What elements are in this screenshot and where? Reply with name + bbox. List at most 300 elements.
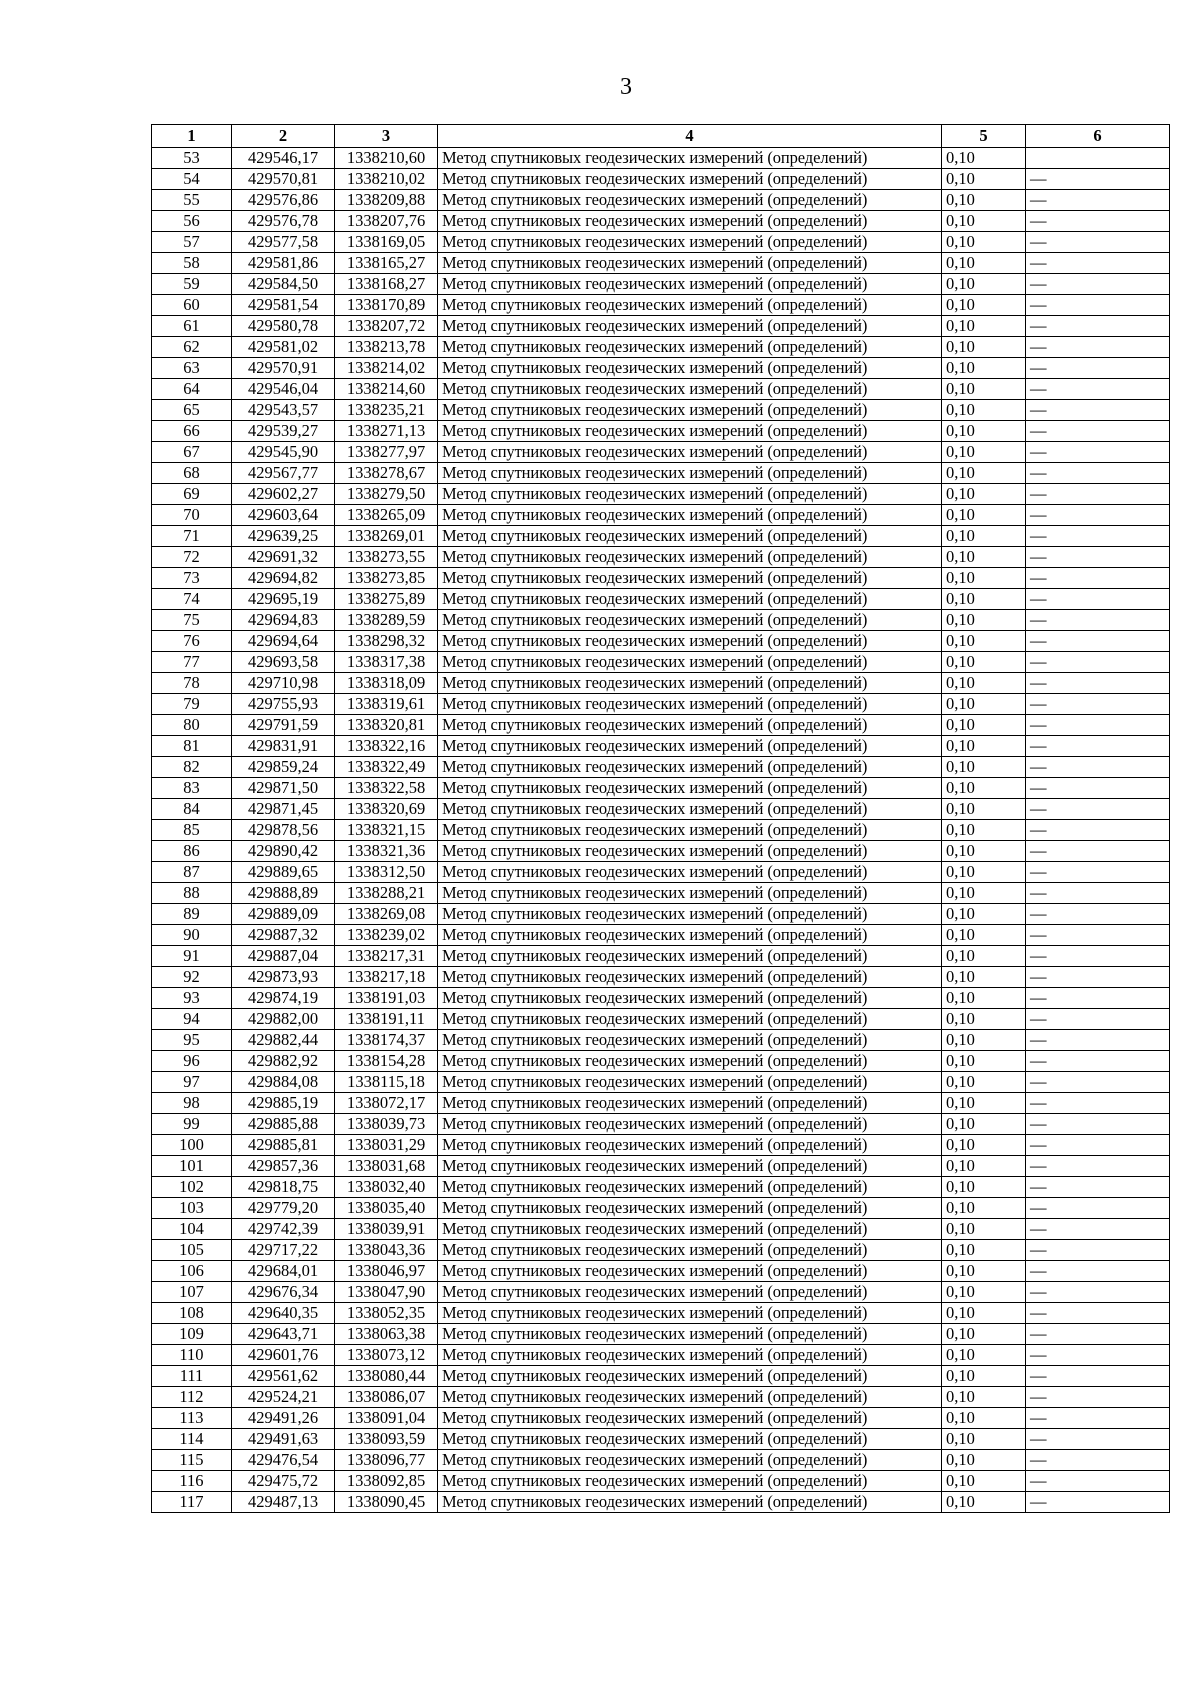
- description-cell: —: [1026, 1177, 1170, 1198]
- table-row: [152, 379, 1170, 400]
- accuracy-cell: 0,10: [942, 295, 1026, 316]
- accuracy-cell: 0,10: [942, 841, 1026, 862]
- accuracy-cell: 0,10: [942, 946, 1026, 967]
- description-cell: —: [1026, 421, 1170, 442]
- table-row: [152, 190, 1170, 211]
- description-cell: —: [1026, 967, 1170, 988]
- description-cell: —: [1026, 610, 1170, 631]
- method-cell: Метод спутниковых геодезических измерений (определений): [438, 757, 942, 778]
- x-coordinate-cell: 429889,09: [232, 904, 335, 925]
- method-cell: Метод спутниковых геодезических измерений (определений): [438, 652, 942, 673]
- y-coordinate-cell: 1338217,31: [335, 946, 438, 967]
- accuracy-cell: 0,10: [942, 1198, 1026, 1219]
- y-coordinate-cell: 1338174,37: [335, 1030, 438, 1051]
- point-number-cell: 71: [152, 526, 232, 547]
- x-coordinate-cell: 429581,54: [232, 295, 335, 316]
- point-number-cell: 96: [152, 1051, 232, 1072]
- x-coordinate-cell: 429684,01: [232, 1261, 335, 1282]
- x-coordinate-cell: 429581,86: [232, 253, 335, 274]
- method-cell: Метод спутниковых геодезических измерений (определений): [438, 1471, 942, 1492]
- table-row: [152, 967, 1170, 988]
- description-cell: —: [1026, 1471, 1170, 1492]
- table-row: [152, 778, 1170, 799]
- description-cell: —: [1026, 841, 1170, 862]
- method-cell: Метод спутниковых геодезических измерений (определений): [438, 988, 942, 1009]
- description-cell: —: [1026, 1240, 1170, 1261]
- accuracy-cell: 0,10: [942, 547, 1026, 568]
- table-row: [152, 673, 1170, 694]
- point-number-cell: 66: [152, 421, 232, 442]
- header-x-coordinate: 2: [232, 125, 335, 148]
- point-number-cell: 75: [152, 610, 232, 631]
- table-row: [152, 1492, 1170, 1513]
- x-coordinate-cell: 429878,56: [232, 820, 335, 841]
- point-number-cell: 103: [152, 1198, 232, 1219]
- table-row: [152, 148, 1170, 169]
- x-coordinate-cell: 429576,78: [232, 211, 335, 232]
- accuracy-cell: 0,10: [942, 1135, 1026, 1156]
- description-cell: —: [1026, 484, 1170, 505]
- point-number-cell: 102: [152, 1177, 232, 1198]
- description-cell: —: [1026, 232, 1170, 253]
- accuracy-cell: 0,10: [942, 1366, 1026, 1387]
- x-coordinate-cell: 429882,44: [232, 1030, 335, 1051]
- method-cell: Метод спутниковых геодезических измерений (определений): [438, 1282, 942, 1303]
- table-row: [152, 1345, 1170, 1366]
- table-row: [152, 358, 1170, 379]
- method-cell: Метод спутниковых геодезических измерений (определений): [438, 169, 942, 190]
- x-coordinate-cell: 429694,82: [232, 568, 335, 589]
- point-number-cell: 77: [152, 652, 232, 673]
- description-cell: —: [1026, 463, 1170, 484]
- y-coordinate-cell: 1338269,08: [335, 904, 438, 925]
- point-number-cell: 88: [152, 883, 232, 904]
- table-row: [152, 820, 1170, 841]
- method-cell: Метод спутниковых геодезических измерений (определений): [438, 967, 942, 988]
- x-coordinate-cell: 429584,50: [232, 274, 335, 295]
- point-number-cell: 116: [152, 1471, 232, 1492]
- accuracy-cell: 0,10: [942, 1492, 1026, 1513]
- point-number-cell: 89: [152, 904, 232, 925]
- point-number-cell: 94: [152, 1009, 232, 1030]
- table-row: [152, 589, 1170, 610]
- table-row: [152, 568, 1170, 589]
- x-coordinate-cell: 429487,13: [232, 1492, 335, 1513]
- accuracy-cell: 0,10: [942, 190, 1026, 211]
- description-cell: —: [1026, 1198, 1170, 1219]
- table-row: [152, 1261, 1170, 1282]
- y-coordinate-cell: 1338093,59: [335, 1429, 438, 1450]
- point-number-cell: 104: [152, 1219, 232, 1240]
- x-coordinate-cell: 429603,64: [232, 505, 335, 526]
- table-row: [152, 1429, 1170, 1450]
- method-cell: Метод спутниковых геодезических измерений (определений): [438, 505, 942, 526]
- point-number-cell: 117: [152, 1492, 232, 1513]
- table-row: [152, 442, 1170, 463]
- description-cell: —: [1026, 316, 1170, 337]
- point-number-cell: 54: [152, 169, 232, 190]
- x-coordinate-cell: 429567,77: [232, 463, 335, 484]
- method-cell: Метод спутниковых геодезических измерений (определений): [438, 862, 942, 883]
- description-cell: —: [1026, 631, 1170, 652]
- point-number-cell: 58: [152, 253, 232, 274]
- y-coordinate-cell: 1338031,68: [335, 1156, 438, 1177]
- method-cell: Метод спутниковых геодезических измерений (определений): [438, 1072, 942, 1093]
- point-number-cell: 72: [152, 547, 232, 568]
- description-cell: —: [1026, 820, 1170, 841]
- method-cell: Метод спутниковых геодезических измерений (определений): [438, 211, 942, 232]
- table-row: [152, 421, 1170, 442]
- y-coordinate-cell: 1338039,73: [335, 1114, 438, 1135]
- accuracy-cell: 0,10: [942, 505, 1026, 526]
- accuracy-cell: 0,10: [942, 652, 1026, 673]
- x-coordinate-cell: 429543,57: [232, 400, 335, 421]
- y-coordinate-cell: 1338321,15: [335, 820, 438, 841]
- description-cell: —: [1026, 358, 1170, 379]
- y-coordinate-cell: 1338269,01: [335, 526, 438, 547]
- method-cell: Метод спутниковых геодезических измерений (определений): [438, 904, 942, 925]
- method-cell: Метод спутниковых геодезических измерений (определений): [438, 316, 942, 337]
- method-cell: Метод спутниковых геодезических измерений (определений): [438, 1135, 942, 1156]
- method-cell: Метод спутниковых геодезических измерений (определений): [438, 295, 942, 316]
- y-coordinate-cell: 1338191,03: [335, 988, 438, 1009]
- y-coordinate-cell: 1338298,32: [335, 631, 438, 652]
- x-coordinate-cell: 429639,25: [232, 526, 335, 547]
- description-cell: —: [1026, 1261, 1170, 1282]
- y-coordinate-cell: 1338273,85: [335, 568, 438, 589]
- x-coordinate-cell: 429791,59: [232, 715, 335, 736]
- table-row: [152, 610, 1170, 631]
- point-number-cell: 114: [152, 1429, 232, 1450]
- description-cell: —: [1026, 673, 1170, 694]
- x-coordinate-cell: 429694,83: [232, 610, 335, 631]
- accuracy-cell: 0,10: [942, 715, 1026, 736]
- x-coordinate-cell: 429882,00: [232, 1009, 335, 1030]
- y-coordinate-cell: 1338096,77: [335, 1450, 438, 1471]
- accuracy-cell: 0,10: [942, 1177, 1026, 1198]
- table-row: [152, 274, 1170, 295]
- description-cell: —: [1026, 1030, 1170, 1051]
- x-coordinate-cell: 429890,42: [232, 841, 335, 862]
- header-point-number: 1: [152, 125, 232, 148]
- accuracy-cell: 0,10: [942, 1408, 1026, 1429]
- x-coordinate-cell: 429710,98: [232, 673, 335, 694]
- description-cell: —: [1026, 715, 1170, 736]
- y-coordinate-cell: 1338317,38: [335, 652, 438, 673]
- x-coordinate-cell: 429831,91: [232, 736, 335, 757]
- method-cell: Метод спутниковых геодезических измерений (определений): [438, 736, 942, 757]
- description-cell: —: [1026, 547, 1170, 568]
- table-row: [152, 1030, 1170, 1051]
- accuracy-cell: 0,10: [942, 778, 1026, 799]
- method-cell: Метод спутниковых геодезических измерений (определений): [438, 1450, 942, 1471]
- x-coordinate-cell: 429885,81: [232, 1135, 335, 1156]
- y-coordinate-cell: 1338043,36: [335, 1240, 438, 1261]
- table-row: [152, 988, 1170, 1009]
- point-number-cell: 81: [152, 736, 232, 757]
- table-row: [152, 400, 1170, 421]
- point-number-cell: 76: [152, 631, 232, 652]
- x-coordinate-cell: 429546,17: [232, 148, 335, 169]
- method-cell: Метод спутниковых геодезических измерений (определений): [438, 463, 942, 484]
- x-coordinate-cell: 429717,22: [232, 1240, 335, 1261]
- accuracy-cell: 0,10: [942, 421, 1026, 442]
- method-cell: Метод спутниковых геодезических измерений (определений): [438, 694, 942, 715]
- point-number-cell: 105: [152, 1240, 232, 1261]
- y-coordinate-cell: 1338207,76: [335, 211, 438, 232]
- y-coordinate-cell: 1338318,09: [335, 673, 438, 694]
- x-coordinate-cell: 429859,24: [232, 757, 335, 778]
- table-row: [152, 1135, 1170, 1156]
- accuracy-cell: 0,10: [942, 1240, 1026, 1261]
- table-row: [152, 1114, 1170, 1135]
- table-row: [152, 715, 1170, 736]
- point-number-cell: 86: [152, 841, 232, 862]
- point-number-cell: 107: [152, 1282, 232, 1303]
- point-number-cell: 108: [152, 1303, 232, 1324]
- description-cell: —: [1026, 946, 1170, 967]
- x-coordinate-cell: 429779,20: [232, 1198, 335, 1219]
- table-row: [152, 169, 1170, 190]
- description-cell: —: [1026, 694, 1170, 715]
- point-number-cell: 110: [152, 1345, 232, 1366]
- point-number-cell: 100: [152, 1135, 232, 1156]
- method-cell: Метод спутниковых геодезических измерений (определений): [438, 610, 942, 631]
- description-cell: —: [1026, 652, 1170, 673]
- description-cell: —: [1026, 169, 1170, 190]
- point-number-cell: 111: [152, 1366, 232, 1387]
- x-coordinate-cell: 429561,62: [232, 1366, 335, 1387]
- method-cell: Метод спутниковых геодезических измерений (определений): [438, 799, 942, 820]
- accuracy-cell: 0,10: [942, 484, 1026, 505]
- table-row: [152, 1366, 1170, 1387]
- accuracy-cell: 0,10: [942, 799, 1026, 820]
- point-number-cell: 65: [152, 400, 232, 421]
- point-number-cell: 56: [152, 211, 232, 232]
- y-coordinate-cell: 1338214,02: [335, 358, 438, 379]
- description-cell: —: [1026, 757, 1170, 778]
- method-cell: Метод спутниковых геодезических измерений (определений): [438, 358, 942, 379]
- description-cell: —: [1026, 1072, 1170, 1093]
- table-row: [152, 463, 1170, 484]
- y-coordinate-cell: 1338322,58: [335, 778, 438, 799]
- header-description: 6: [1026, 125, 1170, 148]
- method-cell: Метод спутниковых геодезических измерений (определений): [438, 1051, 942, 1072]
- description-cell: —: [1026, 778, 1170, 799]
- accuracy-cell: 0,10: [942, 316, 1026, 337]
- method-cell: Метод спутниковых геодезических измерений (определений): [438, 946, 942, 967]
- x-coordinate-cell: 429857,36: [232, 1156, 335, 1177]
- accuracy-cell: 0,10: [942, 1093, 1026, 1114]
- point-number-cell: 57: [152, 232, 232, 253]
- x-coordinate-cell: 429602,27: [232, 484, 335, 505]
- method-cell: Метод спутниковых геодезических измерений (определений): [438, 1219, 942, 1240]
- method-cell: Метод спутниковых геодезических измерений (определений): [438, 568, 942, 589]
- table-row: [152, 211, 1170, 232]
- point-number-cell: 84: [152, 799, 232, 820]
- y-coordinate-cell: 1338288,21: [335, 883, 438, 904]
- description-cell: —: [1026, 274, 1170, 295]
- x-coordinate-cell: 429885,88: [232, 1114, 335, 1135]
- point-number-cell: 78: [152, 673, 232, 694]
- y-coordinate-cell: 1338165,27: [335, 253, 438, 274]
- point-number-cell: 69: [152, 484, 232, 505]
- point-number-cell: 106: [152, 1261, 232, 1282]
- table-row: [152, 736, 1170, 757]
- table-row: [152, 883, 1170, 904]
- table-row: [152, 295, 1170, 316]
- description-cell: —: [1026, 1324, 1170, 1345]
- method-cell: Метод спутниковых геодезических измерений (определений): [438, 1345, 942, 1366]
- method-cell: Метод спутниковых геодезических измерений (определений): [438, 442, 942, 463]
- y-coordinate-cell: 1338207,72: [335, 316, 438, 337]
- table-row: [152, 946, 1170, 967]
- point-number-cell: 55: [152, 190, 232, 211]
- x-coordinate-cell: 429546,04: [232, 379, 335, 400]
- method-cell: Метод спутниковых геодезических измерений (определений): [438, 1261, 942, 1282]
- description-cell: —: [1026, 1093, 1170, 1114]
- y-coordinate-cell: 1338320,69: [335, 799, 438, 820]
- accuracy-cell: 0,10: [942, 1009, 1026, 1030]
- y-coordinate-cell: 1338170,89: [335, 295, 438, 316]
- accuracy-cell: 0,10: [942, 1324, 1026, 1345]
- description-cell: —: [1026, 505, 1170, 526]
- accuracy-cell: 0,10: [942, 988, 1026, 1009]
- point-number-cell: 109: [152, 1324, 232, 1345]
- point-number-cell: 85: [152, 820, 232, 841]
- accuracy-cell: 0,10: [942, 1345, 1026, 1366]
- description-cell: —: [1026, 211, 1170, 232]
- table-body: [152, 148, 1170, 1513]
- point-number-cell: 68: [152, 463, 232, 484]
- accuracy-cell: 0,10: [942, 589, 1026, 610]
- y-coordinate-cell: 1338213,78: [335, 337, 438, 358]
- y-coordinate-cell: 1338047,90: [335, 1282, 438, 1303]
- y-coordinate-cell: 1338090,45: [335, 1492, 438, 1513]
- header-row: [152, 125, 1170, 148]
- point-number-cell: 79: [152, 694, 232, 715]
- accuracy-cell: 0,10: [942, 631, 1026, 652]
- y-coordinate-cell: 1338239,02: [335, 925, 438, 946]
- point-number-cell: 90: [152, 925, 232, 946]
- method-cell: Метод спутниковых геодезических измерений (определений): [438, 841, 942, 862]
- accuracy-cell: 0,10: [942, 169, 1026, 190]
- point-number-cell: 101: [152, 1156, 232, 1177]
- y-coordinate-cell: 1338278,67: [335, 463, 438, 484]
- table-row: [152, 1450, 1170, 1471]
- method-cell: Метод спутниковых геодезических измерений (определений): [438, 232, 942, 253]
- method-cell: Метод спутниковых геодезических измерений (определений): [438, 1387, 942, 1408]
- method-cell: Метод спутниковых геодезических измерений (определений): [438, 1114, 942, 1135]
- y-coordinate-cell: 1338031,29: [335, 1135, 438, 1156]
- point-number-cell: 80: [152, 715, 232, 736]
- accuracy-cell: 0,10: [942, 736, 1026, 757]
- y-coordinate-cell: 1338209,88: [335, 190, 438, 211]
- x-coordinate-cell: 429871,45: [232, 799, 335, 820]
- method-cell: Метод спутниковых геодезических измерений (определений): [438, 1177, 942, 1198]
- method-cell: Метод спутниковых геодезических измерений (определений): [438, 883, 942, 904]
- method-cell: Метод спутниковых геодезических измерений (определений): [438, 1492, 942, 1513]
- y-coordinate-cell: 1338154,28: [335, 1051, 438, 1072]
- description-cell: —: [1026, 1366, 1170, 1387]
- point-number-cell: 83: [152, 778, 232, 799]
- y-coordinate-cell: 1338322,49: [335, 757, 438, 778]
- description-cell: —: [1026, 526, 1170, 547]
- y-coordinate-cell: 1338046,97: [335, 1261, 438, 1282]
- y-coordinate-cell: 1338086,07: [335, 1387, 438, 1408]
- accuracy-cell: 0,10: [942, 1450, 1026, 1471]
- y-coordinate-cell: 1338063,38: [335, 1324, 438, 1345]
- point-number-cell: 53: [152, 148, 232, 169]
- description-cell: —: [1026, 988, 1170, 1009]
- x-coordinate-cell: 429570,81: [232, 169, 335, 190]
- method-cell: Метод спутниковых геодезических измерений (определений): [438, 925, 942, 946]
- y-coordinate-cell: 1338321,36: [335, 841, 438, 862]
- description-cell: —: [1026, 1450, 1170, 1471]
- y-coordinate-cell: 1338168,27: [335, 274, 438, 295]
- x-coordinate-cell: 429545,90: [232, 442, 335, 463]
- accuracy-cell: 0,10: [942, 358, 1026, 379]
- description-cell: —: [1026, 1282, 1170, 1303]
- description-cell: —: [1026, 589, 1170, 610]
- table-row: [152, 1177, 1170, 1198]
- point-number-cell: 98: [152, 1093, 232, 1114]
- y-coordinate-cell: 1338115,18: [335, 1072, 438, 1093]
- x-coordinate-cell: 429524,21: [232, 1387, 335, 1408]
- description-cell: —: [1026, 400, 1170, 421]
- y-coordinate-cell: 1338279,50: [335, 484, 438, 505]
- method-cell: Метод спутниковых геодезических измерений (определений): [438, 1408, 942, 1429]
- description-cell: —: [1026, 1408, 1170, 1429]
- x-coordinate-cell: 429576,86: [232, 190, 335, 211]
- description-cell: —: [1026, 337, 1170, 358]
- method-cell: Метод спутниковых геодезических измерений (определений): [438, 1324, 942, 1345]
- x-coordinate-cell: 429889,65: [232, 862, 335, 883]
- method-cell: Метод спутниковых геодезических измерений (определений): [438, 1198, 942, 1219]
- y-coordinate-cell: 1338073,12: [335, 1345, 438, 1366]
- description-cell: —: [1026, 1114, 1170, 1135]
- point-number-cell: 64: [152, 379, 232, 400]
- y-coordinate-cell: 1338091,04: [335, 1408, 438, 1429]
- page-number: 3: [620, 74, 632, 100]
- point-number-cell: 60: [152, 295, 232, 316]
- table-row: [152, 799, 1170, 820]
- table-row: [152, 1219, 1170, 1240]
- method-cell: Метод спутниковых геодезических измерений (определений): [438, 421, 942, 442]
- accuracy-cell: 0,10: [942, 211, 1026, 232]
- table-row: [152, 1303, 1170, 1324]
- table-header: [152, 125, 1170, 148]
- method-cell: Метод спутниковых геодезических измерений (определений): [438, 148, 942, 169]
- description-cell: —: [1026, 568, 1170, 589]
- y-coordinate-cell: 1338271,13: [335, 421, 438, 442]
- y-coordinate-cell: 1338191,11: [335, 1009, 438, 1030]
- point-number-cell: 63: [152, 358, 232, 379]
- point-number-cell: 61: [152, 316, 232, 337]
- x-coordinate-cell: 429676,34: [232, 1282, 335, 1303]
- accuracy-cell: 0,10: [942, 820, 1026, 841]
- y-coordinate-cell: 1338210,60: [335, 148, 438, 169]
- accuracy-cell: 0,10: [942, 526, 1026, 547]
- y-coordinate-cell: 1338169,05: [335, 232, 438, 253]
- method-cell: Метод спутниковых геодезических измерений (определений): [438, 1240, 942, 1261]
- point-number-cell: 82: [152, 757, 232, 778]
- x-coordinate-cell: 429874,19: [232, 988, 335, 1009]
- description-cell: —: [1026, 1009, 1170, 1030]
- x-coordinate-cell: 429577,58: [232, 232, 335, 253]
- table-row: [152, 484, 1170, 505]
- accuracy-cell: 0,10: [942, 694, 1026, 715]
